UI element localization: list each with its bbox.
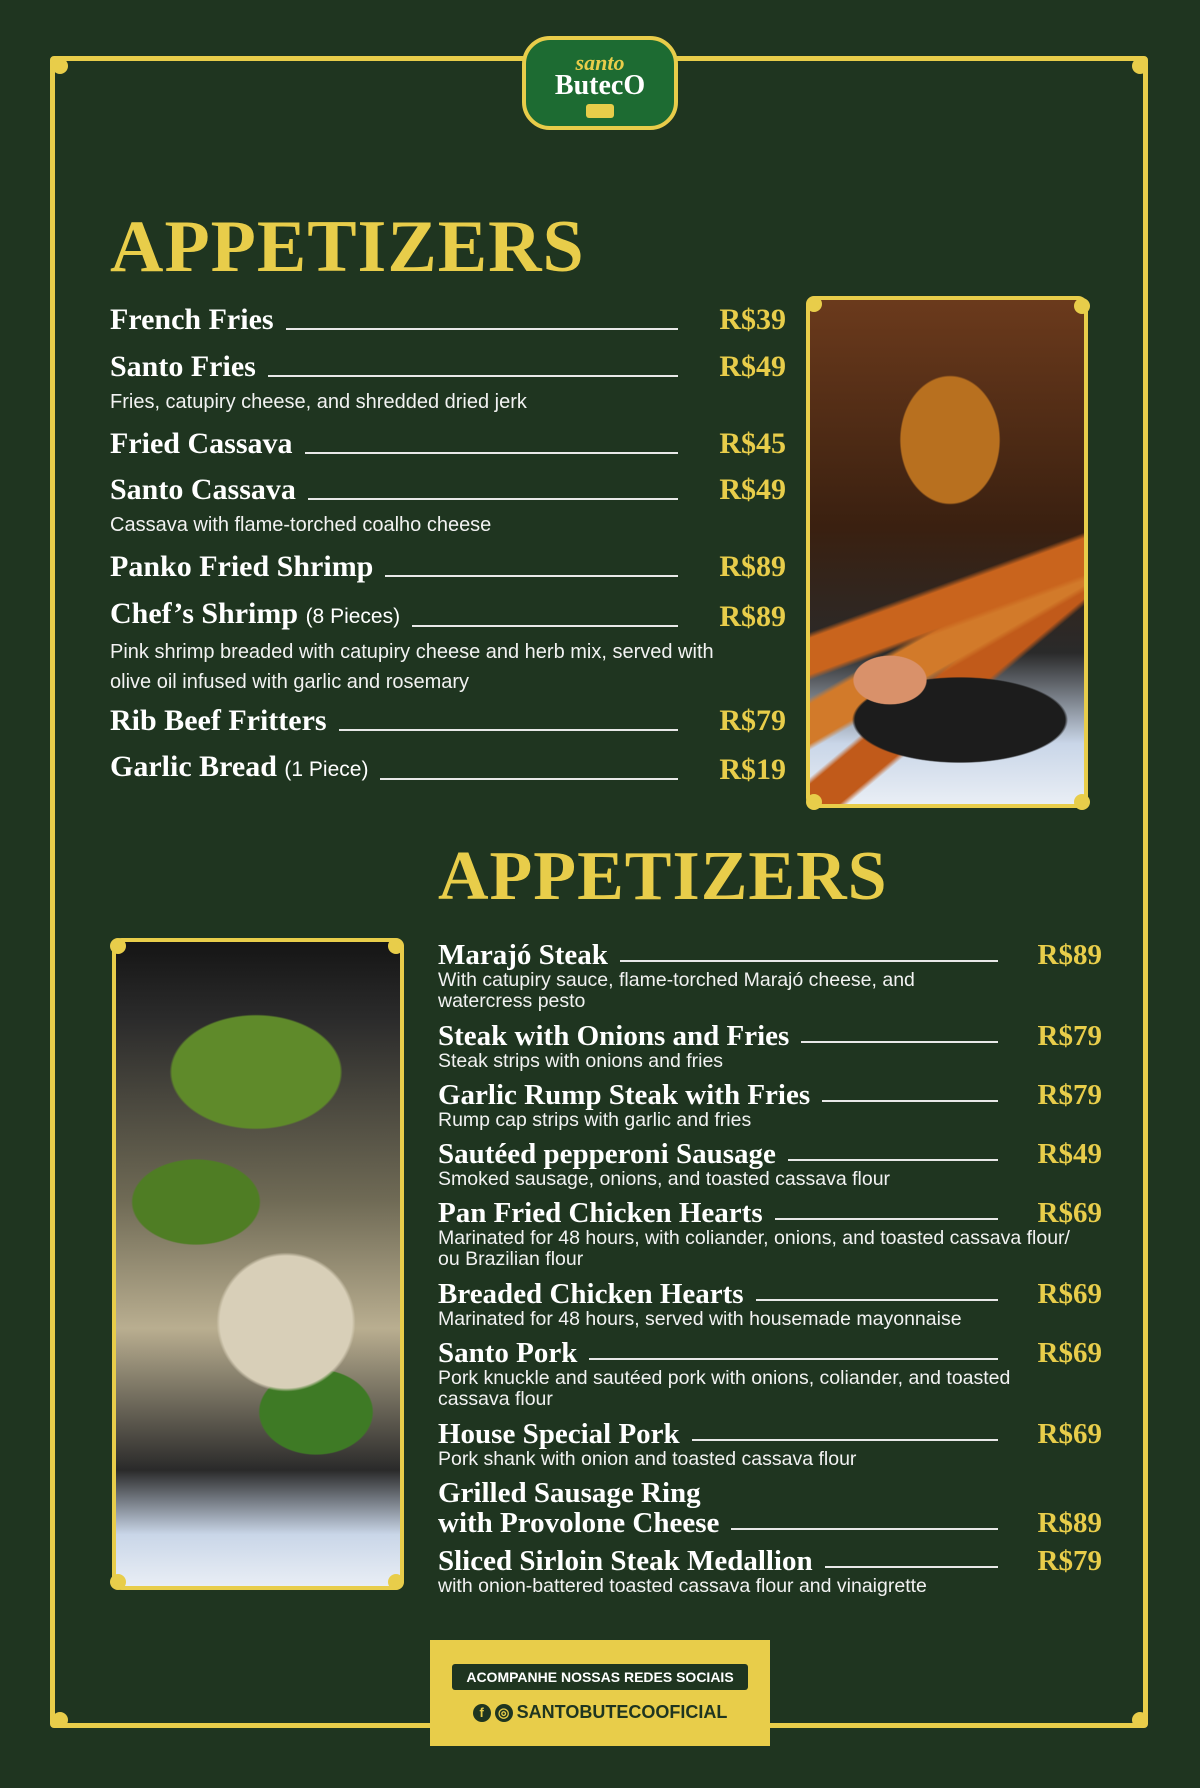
- corner-dot: [52, 58, 68, 74]
- item-name: Panko Fried Shrimp: [110, 550, 374, 583]
- logo-top-text: santo: [575, 50, 625, 75]
- item-description: Smoked sausage, onions, and toasted cassava flour: [438, 1168, 891, 1190]
- menu-item: [438, 1198, 1102, 1270]
- menu-item: [110, 349, 786, 417]
- item-name: Rib Beef Fritters: [110, 704, 327, 737]
- logo-bottom-text: ButecO: [554, 70, 646, 101]
- item-name: Chef’s Shrimp (8 Pieces): [110, 597, 401, 630]
- item-description: with onion-battered toasted cassava flour and vinaigrette: [438, 1575, 927, 1597]
- item-price: R$69: [1037, 1197, 1102, 1229]
- corner-dot: [52, 1712, 68, 1728]
- item-price: R$89: [719, 550, 786, 583]
- item-description: Marinated for 48 hours, served with housemade mayonnaise: [438, 1308, 962, 1330]
- item-price: R$49: [1037, 1138, 1102, 1170]
- item-name: Fried Cassava: [110, 427, 293, 460]
- item-price: R$89: [1037, 1507, 1102, 1539]
- item-description: With catupiry sauce, flame-torched Marajó cheese, and watercress pesto: [438, 969, 915, 1012]
- menu-item: [110, 596, 786, 697]
- item-description: Marinated for 48 hours, with coliander, onions, and toasted cassava flour/ ou Brazilian flour: [438, 1227, 1070, 1270]
- item-name: Steak with Onions and Fries: [438, 1020, 790, 1052]
- photo-corner-dot: [388, 1574, 404, 1590]
- item-price: R$19: [719, 753, 786, 786]
- item-price: R$79: [1037, 1079, 1102, 1111]
- item-name-line2: with Provolone Cheese: [438, 1507, 720, 1539]
- photo-corner-dot: [110, 1574, 126, 1590]
- section-title: APPETIZERS: [438, 838, 888, 915]
- item-name: Garlic Bread (1 Piece): [110, 750, 369, 783]
- item-description: Fries, catupiry cheese, and shredded dried jerk: [110, 391, 527, 413]
- item-name: Santo Cassava: [110, 473, 296, 506]
- item-description: Pink shrimp breaded with catupiry cheese and herb mix, served with olive oil infused with garlic and rosemary: [110, 641, 714, 693]
- item-name: Breaded Chicken Hearts: [438, 1278, 744, 1310]
- item-description: Pork shank with onion and toasted cassava flour: [438, 1448, 857, 1470]
- menu-item: [438, 1419, 1102, 1470]
- instagram-icon[interactable]: ◎: [495, 1704, 513, 1722]
- beer-and-shrimp-photo: [806, 296, 1088, 808]
- item-name: Santo Pork: [438, 1337, 578, 1369]
- beer-mugs-icon: [586, 104, 614, 118]
- menu-item: [438, 1279, 1102, 1330]
- menu-item: [438, 1139, 1102, 1190]
- menu-item: [110, 703, 786, 739]
- item-price: R$39: [719, 303, 786, 336]
- photo-corner-dot: [388, 938, 404, 954]
- item-price: R$69: [1037, 1278, 1102, 1310]
- menu-item: [438, 1546, 1102, 1597]
- item-price: R$69: [1037, 1418, 1102, 1450]
- menu-item: [110, 749, 786, 788]
- social-tagline: ACOMPANHE NOSSAS REDES SOCIAIS: [452, 1664, 748, 1690]
- item-price: R$79: [719, 704, 786, 737]
- social-footer: [430, 1640, 770, 1746]
- item-price: R$49: [719, 350, 786, 383]
- item-price: R$89: [1037, 939, 1102, 971]
- item-description: Pork knuckle and sautéed pork with onions, coliander, and toasted cassava flour: [438, 1367, 1011, 1410]
- menu-item: [438, 1080, 1102, 1131]
- item-name: Garlic Rump Steak with Fries: [438, 1079, 811, 1111]
- social-handle-row[interactable]: [430, 1702, 770, 1723]
- social-handle: SANTOBUTECOOFICIAL: [516, 1702, 728, 1722]
- item-note: (1 Piece): [284, 758, 369, 781]
- menu-item: [438, 940, 1102, 1012]
- steak-with-pesto-photo: [112, 938, 404, 1590]
- item-name: House Special Pork: [438, 1418, 680, 1450]
- menu-item: [438, 1338, 1102, 1410]
- menu-item: [110, 426, 786, 462]
- item-description: Steak strips with onions and fries: [438, 1050, 724, 1072]
- menu-item: [438, 1021, 1102, 1072]
- menu-item: [110, 302, 786, 338]
- photo-corner-dot: [806, 296, 822, 312]
- facebook-icon[interactable]: f: [473, 1704, 491, 1722]
- brand-logo: [522, 36, 678, 130]
- photo-corner-dot: [110, 938, 126, 954]
- corner-dot: [1132, 1712, 1148, 1728]
- section-title: APPETIZERS: [110, 206, 585, 288]
- item-name: Pan Fried Chicken Hearts: [438, 1197, 763, 1229]
- item-name: Sliced Sirloin Steak Medallion: [438, 1545, 813, 1577]
- menu-item: [110, 472, 786, 540]
- item-name: French Fries: [110, 303, 274, 336]
- photo-corner-dot: [1074, 298, 1090, 314]
- item-note: (8 Pieces): [305, 605, 401, 628]
- item-description: Rump cap strips with garlic and fries: [438, 1109, 752, 1131]
- menu-item: [438, 1478, 1102, 1538]
- item-price: R$49: [719, 473, 786, 506]
- menu-item: [110, 549, 786, 585]
- photo-corner-dot: [806, 794, 822, 810]
- item-price: R$45: [719, 427, 786, 460]
- item-description: Cassava with flame-torched coalho cheese: [110, 514, 492, 536]
- corner-dot: [1132, 58, 1148, 74]
- item-price: R$79: [1037, 1020, 1102, 1052]
- item-price: R$79: [1037, 1545, 1102, 1577]
- item-price: R$89: [719, 600, 786, 633]
- item-name: Sautéed pepperoni Sausage: [438, 1138, 776, 1170]
- photo-corner-dot: [1074, 794, 1090, 810]
- item-name: Santo Fries: [110, 350, 256, 383]
- item-name: Marajó Steak: [438, 939, 608, 971]
- item-price: R$69: [1037, 1337, 1102, 1369]
- item-name: Grilled Sausage Ring: [438, 1477, 701, 1509]
